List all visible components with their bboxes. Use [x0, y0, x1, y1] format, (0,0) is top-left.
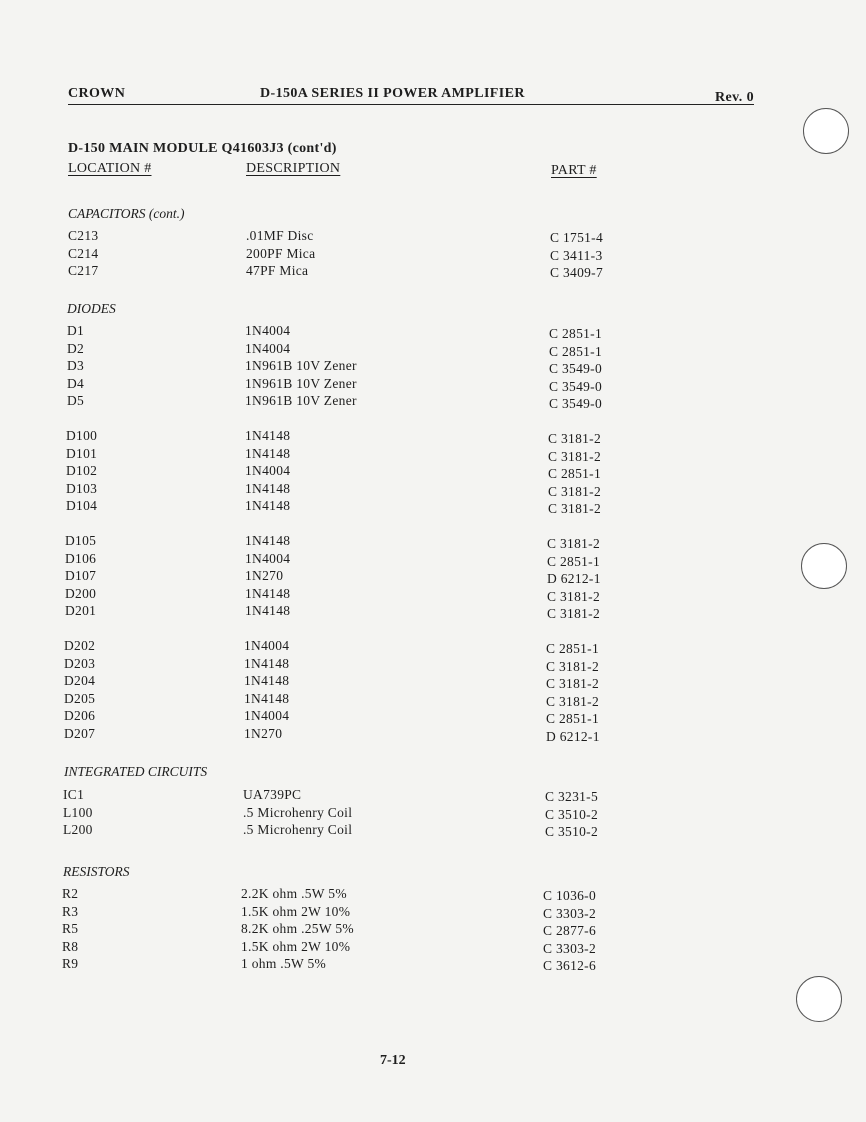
location-cell: D207 — [64, 725, 96, 741]
location-cell: D100 — [66, 428, 98, 443]
binder-hole-bottom — [796, 976, 842, 1022]
description-cell: 1N4148 — [245, 445, 291, 461]
description-cell: 47PF Mica — [246, 263, 309, 278]
parts-row — [0, 638, 760, 656]
brand-name: CROWN — [68, 86, 126, 101]
section-label-resistors: RESISTORS — [63, 864, 130, 879]
location-cell: R2 — [62, 886, 79, 901]
description-cell: 8.2K ohm .25W 5% — [241, 921, 354, 936]
part-number-cell: C 3549-0 — [549, 361, 603, 376]
parts-row — [0, 246, 760, 264]
location-cell: C214 — [68, 245, 99, 261]
parts-row — [0, 446, 760, 464]
parts-row — [0, 586, 760, 604]
column-header-location: LOCATION # — [68, 161, 152, 176]
description-cell: 1.5K ohm 2W 10% — [241, 903, 351, 919]
description-cell: 1N4004 — [245, 463, 291, 478]
parts-row — [0, 263, 760, 281]
part-number-cell: C 3181-2 — [548, 431, 602, 446]
part-number-cell: C 3549-0 — [549, 378, 603, 394]
header-rule — [68, 104, 754, 105]
part-number-cell: C 2851-1 — [547, 553, 601, 569]
section-label-diodes: DIODES — [67, 301, 116, 316]
parts-row — [0, 656, 760, 674]
location-cell: R9 — [62, 956, 79, 971]
location-cell: L100 — [63, 804, 93, 820]
description-cell: .01MF Disc — [246, 228, 314, 243]
parts-row — [0, 939, 760, 957]
part-number-cell: C 3181-2 — [548, 501, 602, 516]
location-cell: D5 — [67, 393, 85, 408]
part-number-cell: C 2877-6 — [543, 923, 597, 938]
part-number-cell: C 2851-1 — [546, 711, 600, 726]
description-cell: 1N4004 — [245, 323, 291, 338]
description-cell: 1N270 — [244, 725, 283, 741]
part-number-cell: C 3510-2 — [545, 824, 599, 839]
parts-row — [0, 726, 760, 744]
parts-row — [0, 691, 760, 709]
revision-label: Rev. 0 — [715, 90, 754, 105]
part-number-cell: C 3181-2 — [548, 448, 602, 464]
part-number-cell: C 3510-2 — [545, 806, 599, 822]
parts-row — [0, 376, 760, 394]
parts-row — [0, 551, 760, 569]
part-number-cell: D 6212-1 — [547, 571, 601, 586]
description-cell: 1N961B 10V Zener — [245, 393, 357, 408]
location-cell: D200 — [65, 585, 97, 601]
location-cell: D106 — [65, 550, 97, 566]
description-cell: 1N4148 — [244, 655, 290, 671]
parts-row — [0, 393, 760, 411]
parts-row — [0, 805, 760, 823]
description-cell: .5 Microhenry Coil — [243, 804, 353, 820]
description-cell: 1N4148 — [245, 428, 291, 443]
part-number-cell: C 3549-0 — [549, 396, 603, 411]
parts-row — [0, 463, 760, 481]
part-number-cell: C 3231-5 — [545, 789, 599, 804]
description-cell: 1N4004 — [244, 638, 290, 653]
description-cell: 1N4004 — [244, 708, 290, 723]
description-cell: 1N4148 — [245, 480, 291, 496]
description-cell: 1N4148 — [245, 533, 291, 548]
part-number-cell: C 3181-2 — [546, 676, 600, 691]
part-number-cell: C 2851-1 — [548, 466, 602, 481]
description-cell: 1N961B 10V Zener — [245, 375, 357, 391]
location-cell: D204 — [64, 673, 96, 688]
location-cell: D104 — [66, 498, 98, 513]
parts-row — [0, 481, 760, 499]
location-cell: D205 — [64, 690, 96, 706]
part-number-cell: C 3612-6 — [543, 958, 597, 973]
description-cell: 1N4148 — [245, 603, 291, 618]
location-cell: D1 — [67, 323, 85, 338]
part-number-cell: C 3181-2 — [548, 483, 602, 499]
description-cell: UA739PC — [243, 787, 302, 802]
description-cell: 1N4148 — [245, 585, 291, 601]
description-cell: 1N4004 — [245, 340, 291, 356]
description-cell: 1.5K ohm 2W 10% — [241, 938, 351, 954]
document-title: D-150A SERIES II POWER AMPLIFIER — [260, 86, 525, 101]
location-cell: R5 — [62, 921, 79, 936]
part-number-cell: C 2851-1 — [549, 326, 603, 341]
location-cell: D102 — [66, 463, 98, 478]
location-cell: D101 — [66, 445, 98, 461]
parts-row — [0, 886, 760, 904]
section-label-capacitors: CAPACITORS (cont.) — [68, 206, 185, 221]
module-title: D-150 MAIN MODULE Q41603J3 (cont'd) — [68, 141, 337, 156]
parts-row — [0, 358, 760, 376]
binder-hole-top — [803, 108, 849, 154]
parts-row — [0, 498, 760, 516]
location-cell: D3 — [67, 358, 85, 373]
parts-row — [0, 341, 760, 359]
location-cell: D203 — [64, 655, 96, 671]
parts-row — [0, 323, 760, 341]
parts-row — [0, 603, 760, 621]
part-number-cell: C 3303-2 — [543, 940, 597, 956]
location-cell: D206 — [64, 708, 96, 723]
description-cell: 1N4004 — [245, 550, 291, 566]
description-cell: 1N4148 — [245, 498, 291, 513]
parts-row — [0, 533, 760, 551]
location-cell: C217 — [68, 263, 99, 278]
part-number-cell: C 2851-1 — [549, 343, 603, 359]
description-cell: 1N4148 — [244, 690, 290, 706]
location-cell: D4 — [67, 375, 85, 391]
part-number-cell: C 3181-2 — [546, 693, 600, 709]
parts-row — [0, 708, 760, 726]
location-cell: R3 — [62, 903, 79, 919]
location-cell: D2 — [67, 340, 85, 356]
location-cell: D201 — [65, 603, 97, 618]
part-number-cell: C 3411-3 — [550, 247, 603, 263]
part-number-cell: C 3181-2 — [547, 588, 601, 604]
column-header-description: DESCRIPTION — [246, 161, 341, 176]
description-cell: .5 Microhenry Coil — [243, 822, 353, 837]
part-number-cell: C 3181-2 — [547, 606, 601, 621]
parts-row — [0, 568, 760, 586]
description-cell: 2.2K ohm .5W 5% — [241, 886, 347, 901]
parts-row — [0, 673, 760, 691]
part-number-cell: C 3409-7 — [550, 265, 604, 280]
part-number-cell: C 1036-0 — [543, 888, 597, 903]
part-number-cell: D 6212-1 — [546, 728, 600, 744]
description-cell: 1N270 — [245, 568, 284, 583]
parts-row — [0, 787, 760, 805]
parts-row — [0, 428, 760, 446]
parts-row — [0, 228, 760, 246]
part-number-cell: C 3303-2 — [543, 905, 597, 921]
parts-row — [0, 822, 760, 840]
description-cell: 1N961B 10V Zener — [245, 358, 357, 373]
binder-hole-middle — [801, 543, 847, 589]
location-cell: D103 — [66, 480, 98, 496]
parts-row — [0, 921, 760, 939]
location-cell: D202 — [64, 638, 96, 653]
location-cell: R8 — [62, 938, 79, 954]
location-cell: D105 — [65, 533, 97, 548]
page-header — [68, 86, 754, 106]
part-number-cell: C 2851-1 — [546, 641, 600, 656]
description-cell: 200PF Mica — [246, 245, 316, 261]
section-label-integrated-circuits: INTEGRATED CIRCUITS — [64, 764, 208, 779]
part-number-cell: C 3181-2 — [547, 536, 601, 551]
parts-row — [0, 956, 760, 974]
page-number: 7-12 — [380, 1053, 406, 1068]
location-cell: L200 — [63, 822, 93, 837]
description-cell: 1N4148 — [244, 673, 290, 688]
description-cell: 1 ohm .5W 5% — [241, 956, 327, 971]
parts-row — [0, 904, 760, 922]
location-cell: D107 — [65, 568, 97, 583]
part-number-cell: C 3181-2 — [546, 658, 600, 674]
location-cell: C213 — [68, 228, 99, 243]
location-cell: IC1 — [63, 787, 85, 802]
part-number-cell: C 1751-4 — [550, 230, 604, 245]
column-header-part: PART # — [551, 163, 597, 178]
